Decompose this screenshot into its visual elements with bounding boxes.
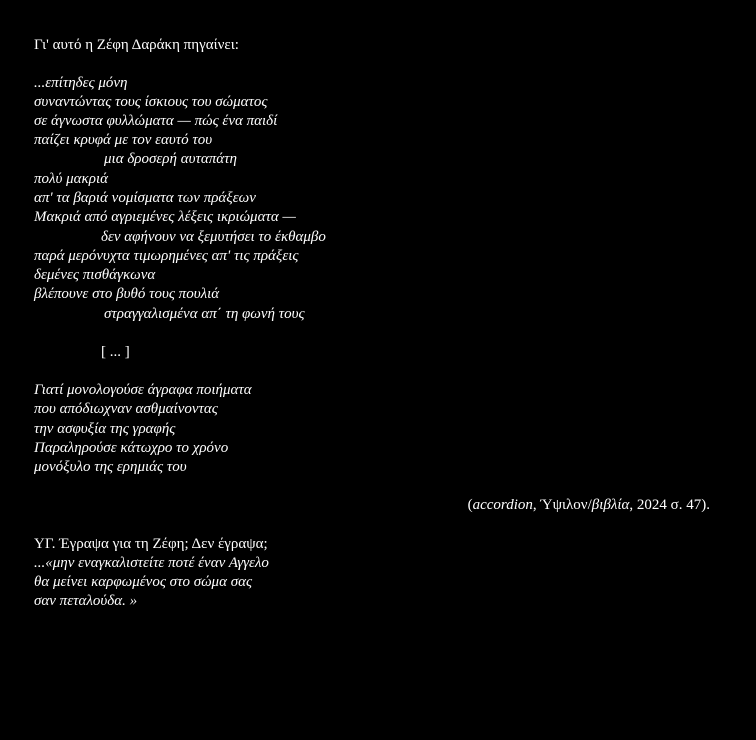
poem-line: μονόξυλο της ερημιάς του — [34, 459, 187, 475]
poem-line: σε άγνωστα φυλλώματα — πώς ένα παιδί — [34, 113, 278, 129]
ps-line: ...«μην εναγκαλιστείτε ποτέ έναν Αγγελο — [34, 555, 269, 571]
citation-rest: , 2024 σ. 47). — [629, 497, 710, 513]
citation-title: accordion — [472, 497, 533, 513]
poem-line: ...επίτηδες μόνη — [34, 75, 128, 91]
ps-line: σαν πεταλούδα. » — [34, 593, 138, 609]
heading: Γι' αυτό η Ζέφη Δαράκη πηγαίνει: — [34, 37, 239, 53]
citation — [468, 496, 710, 515]
poem-line: παρά μερόνυχτα τιμωρημένες απ' τις πράξεις — [34, 248, 299, 264]
citation-sep: , — [532, 497, 541, 513]
poem-line: παίζει κρυφά με τον εαυτό του — [34, 132, 213, 148]
poem-line: μια δροσερή αυταπάτη — [104, 151, 237, 167]
citation-publisher: Ύψιλον/ — [540, 497, 592, 513]
citation-publisher-italic: βιβλία — [591, 497, 630, 513]
poem-line: Γιατί μονολογούσε άγραφα ποιήματα — [34, 382, 252, 398]
poem-line: πολύ μακριά — [34, 171, 108, 187]
poem-line: Παραληρούσε κάτωχρο το χρόνο — [34, 440, 229, 456]
poem-line: δεν αφήνουν να ξεμυτήσει το έκθαμβο — [101, 229, 326, 245]
citation-open: ( — [467, 497, 473, 513]
poem-line: στραγγαλισμένα απ΄ τη φωνή τους — [104, 306, 305, 322]
ps-label: ΥΓ. Έγραψα για τη Ζέφη; Δεν έγραψα; — [34, 536, 268, 552]
ellipsis-marker: [ ... ] — [101, 344, 130, 360]
poem-line: δεμένες πισθάγκωνα — [34, 267, 156, 283]
poem-line: βλέπουνε στο βυθό τους πουλιά — [34, 286, 220, 302]
poem-line: απ' τα βαριά νομίσματα των πράξεων — [34, 190, 256, 206]
poem-line: συναντώντας τους ίσκιους του σώματος — [34, 94, 268, 110]
poem-line: που απόδιωχναν ασθμαίνοντας — [34, 401, 218, 417]
poem-line: την ασφυξία της γραφής — [34, 421, 176, 437]
ps-line: θα μείνει καρφωμένος στο σώμα σας — [34, 574, 253, 590]
poem-line: Μακριά από αγριεμένες λέξεις ικριώματα — — [34, 209, 296, 225]
